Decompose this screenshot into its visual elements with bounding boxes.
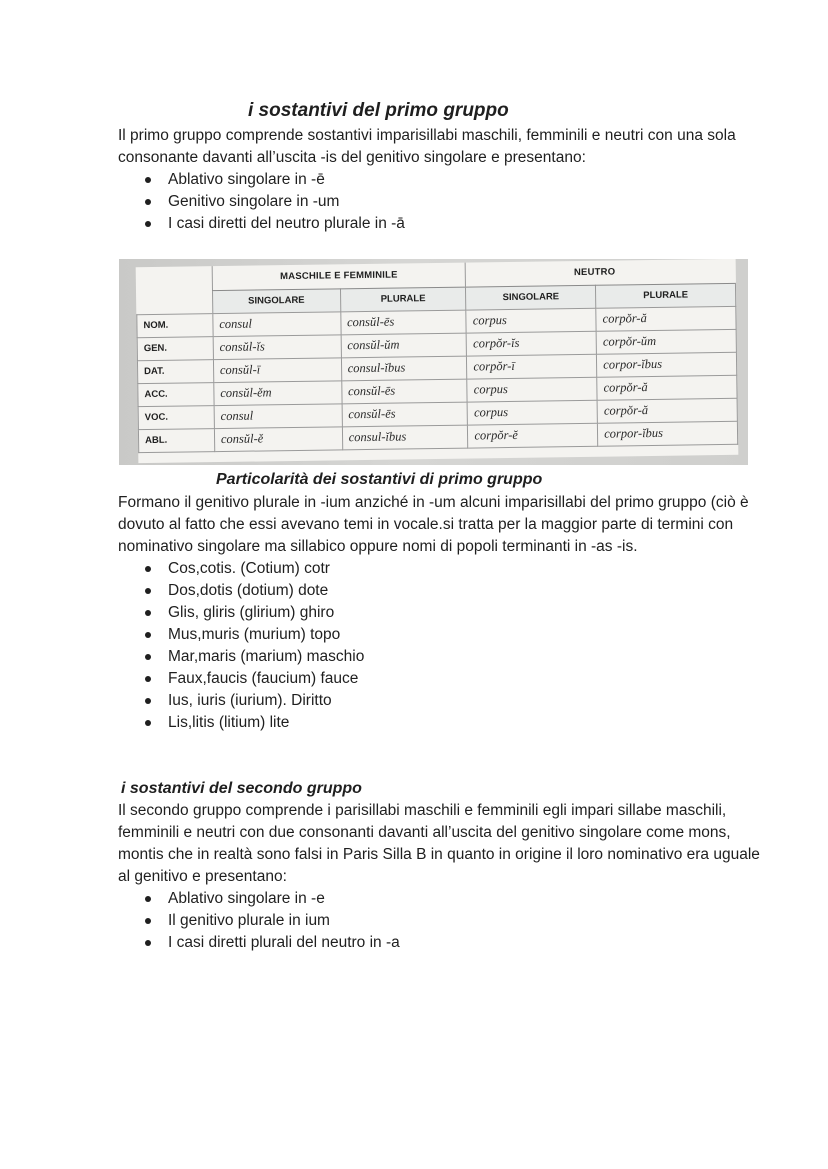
table-cell: corpŏr-ŭm [596, 329, 736, 354]
list-item: Lis,litis (litium) lite [118, 712, 364, 734]
col-header-n-singular: SINGOLARE [466, 285, 596, 310]
section2-intro: Formano il genitivo plurale in -ium anziché in -um alcuni imparisillabi del primo gruppo (ciò è dovuto al fatto che essi avevano temi in vocale.si tratta per la maggior parte di termini con nominativo singolare ma sillabico oppure nomi di popoli terminanti in -as -is. [118, 494, 749, 555]
list-item: Ablativo singolare in -ē [118, 169, 405, 191]
table-cell: corpŏr-ĕ [468, 423, 598, 448]
list-item: Dos,dotis (dotium) dote [118, 580, 364, 602]
case-label: ACC. [138, 382, 214, 406]
table-cell: consul-ĭbus [342, 425, 468, 450]
list-item: I casi diretti del neutro plurale in -ā [118, 213, 405, 235]
table-cell: consŭl-ēs [342, 402, 468, 427]
section1-title: i sostantivi del primo gruppo [248, 100, 509, 121]
list-item: Ablativo singolare in -e [118, 888, 400, 910]
list-item: Glis, gliris (glirium) ghiro [118, 602, 364, 624]
table-cell: corpus [467, 400, 597, 425]
list-item: Genitivo singolare in -um [118, 191, 405, 213]
list-item: I casi diretti plurali del neutro in -a [118, 932, 400, 954]
col-header-n-plural: PLURALE [596, 283, 736, 308]
table-cell: consul [213, 311, 341, 336]
table-cell: corpŏr-ĭs [466, 331, 596, 356]
col-header-mf-plural: PLURALE [340, 287, 466, 312]
list-item: Cos,cotis. (Cotium) cotr [118, 558, 364, 580]
list-item: Mar,maris (marium) maschio [118, 646, 364, 668]
case-label: GEN. [137, 336, 213, 360]
group-header-neuter: NEUTRO [465, 259, 735, 287]
table-cell: consŭl-ēs [341, 379, 467, 404]
table-cell: consŭl-ĕm [214, 380, 342, 405]
list-item: Ius, iuris (iurium). Diritto [118, 690, 364, 712]
table-cell: consŭl-ēs [340, 310, 466, 335]
case-label: NOM. [137, 313, 213, 337]
table-cell: corpŏr-ī [467, 354, 597, 379]
group-header-masc-fem: MASCHILE E FEMMINILE [212, 263, 466, 291]
table-sheet [136, 259, 739, 463]
section3-title: i sostantivi del secondo gruppo [121, 780, 362, 797]
section2-bullet-list [118, 558, 364, 734]
table-cell: consŭl-ĕ [214, 426, 342, 451]
table-cell: consŭl-ĭs [213, 334, 341, 359]
table-cell: corpŏr-ă [597, 375, 737, 400]
table-cell: corpŏr-ă [597, 398, 737, 423]
list-item: Mus,muris (murium) topo [118, 624, 364, 646]
section3-intro: Il secondo gruppo comprende i parisillabi maschili e femminili egli impari sillabe maschili, femminili e neutri con due consonanti davanti all’uscita del genitivo singolare come mons, montis che in realtà sono falsi in Paris Silla B in quanto in origine il loro nominativo era uguale al genitivo e presentano: [118, 802, 760, 885]
case-label: ABL. [138, 428, 214, 452]
table-cell: corpor-ĭbus [597, 352, 737, 377]
list-item: Il genitivo plurale in ium [118, 910, 400, 932]
col-header-mf-singular: SINGOLARE [212, 288, 340, 313]
table-cell: consul-ĭbus [341, 356, 467, 381]
section2-title: Particolarità dei sostantivi di primo gruppo [216, 471, 543, 488]
declension-table-photo [119, 259, 748, 465]
table-cell: consŭl-ŭm [341, 333, 467, 358]
table-cell: corpus [466, 308, 596, 333]
case-label: VOC. [138, 405, 214, 429]
table-cell: consul [214, 403, 342, 428]
table-cell: corpor-ĭbus [598, 421, 738, 446]
declension-table [136, 259, 739, 453]
section1-intro: Il primo gruppo comprende sostantivi imparisillabi maschili, femminili e neutri con una sola consonante davanti all’uscita -is del genitivo singolare e presentano: [118, 127, 736, 166]
case-label: DAT. [137, 359, 213, 383]
list-item: Faux,faucis (faucium) fauce [118, 668, 364, 690]
table-cell: corpŏr-ă [596, 306, 736, 331]
section1-bullet-list [118, 169, 405, 235]
table-cell: consŭl-ī [213, 357, 341, 382]
section3-bullet-list [118, 888, 400, 954]
table-cell: corpus [467, 377, 597, 402]
